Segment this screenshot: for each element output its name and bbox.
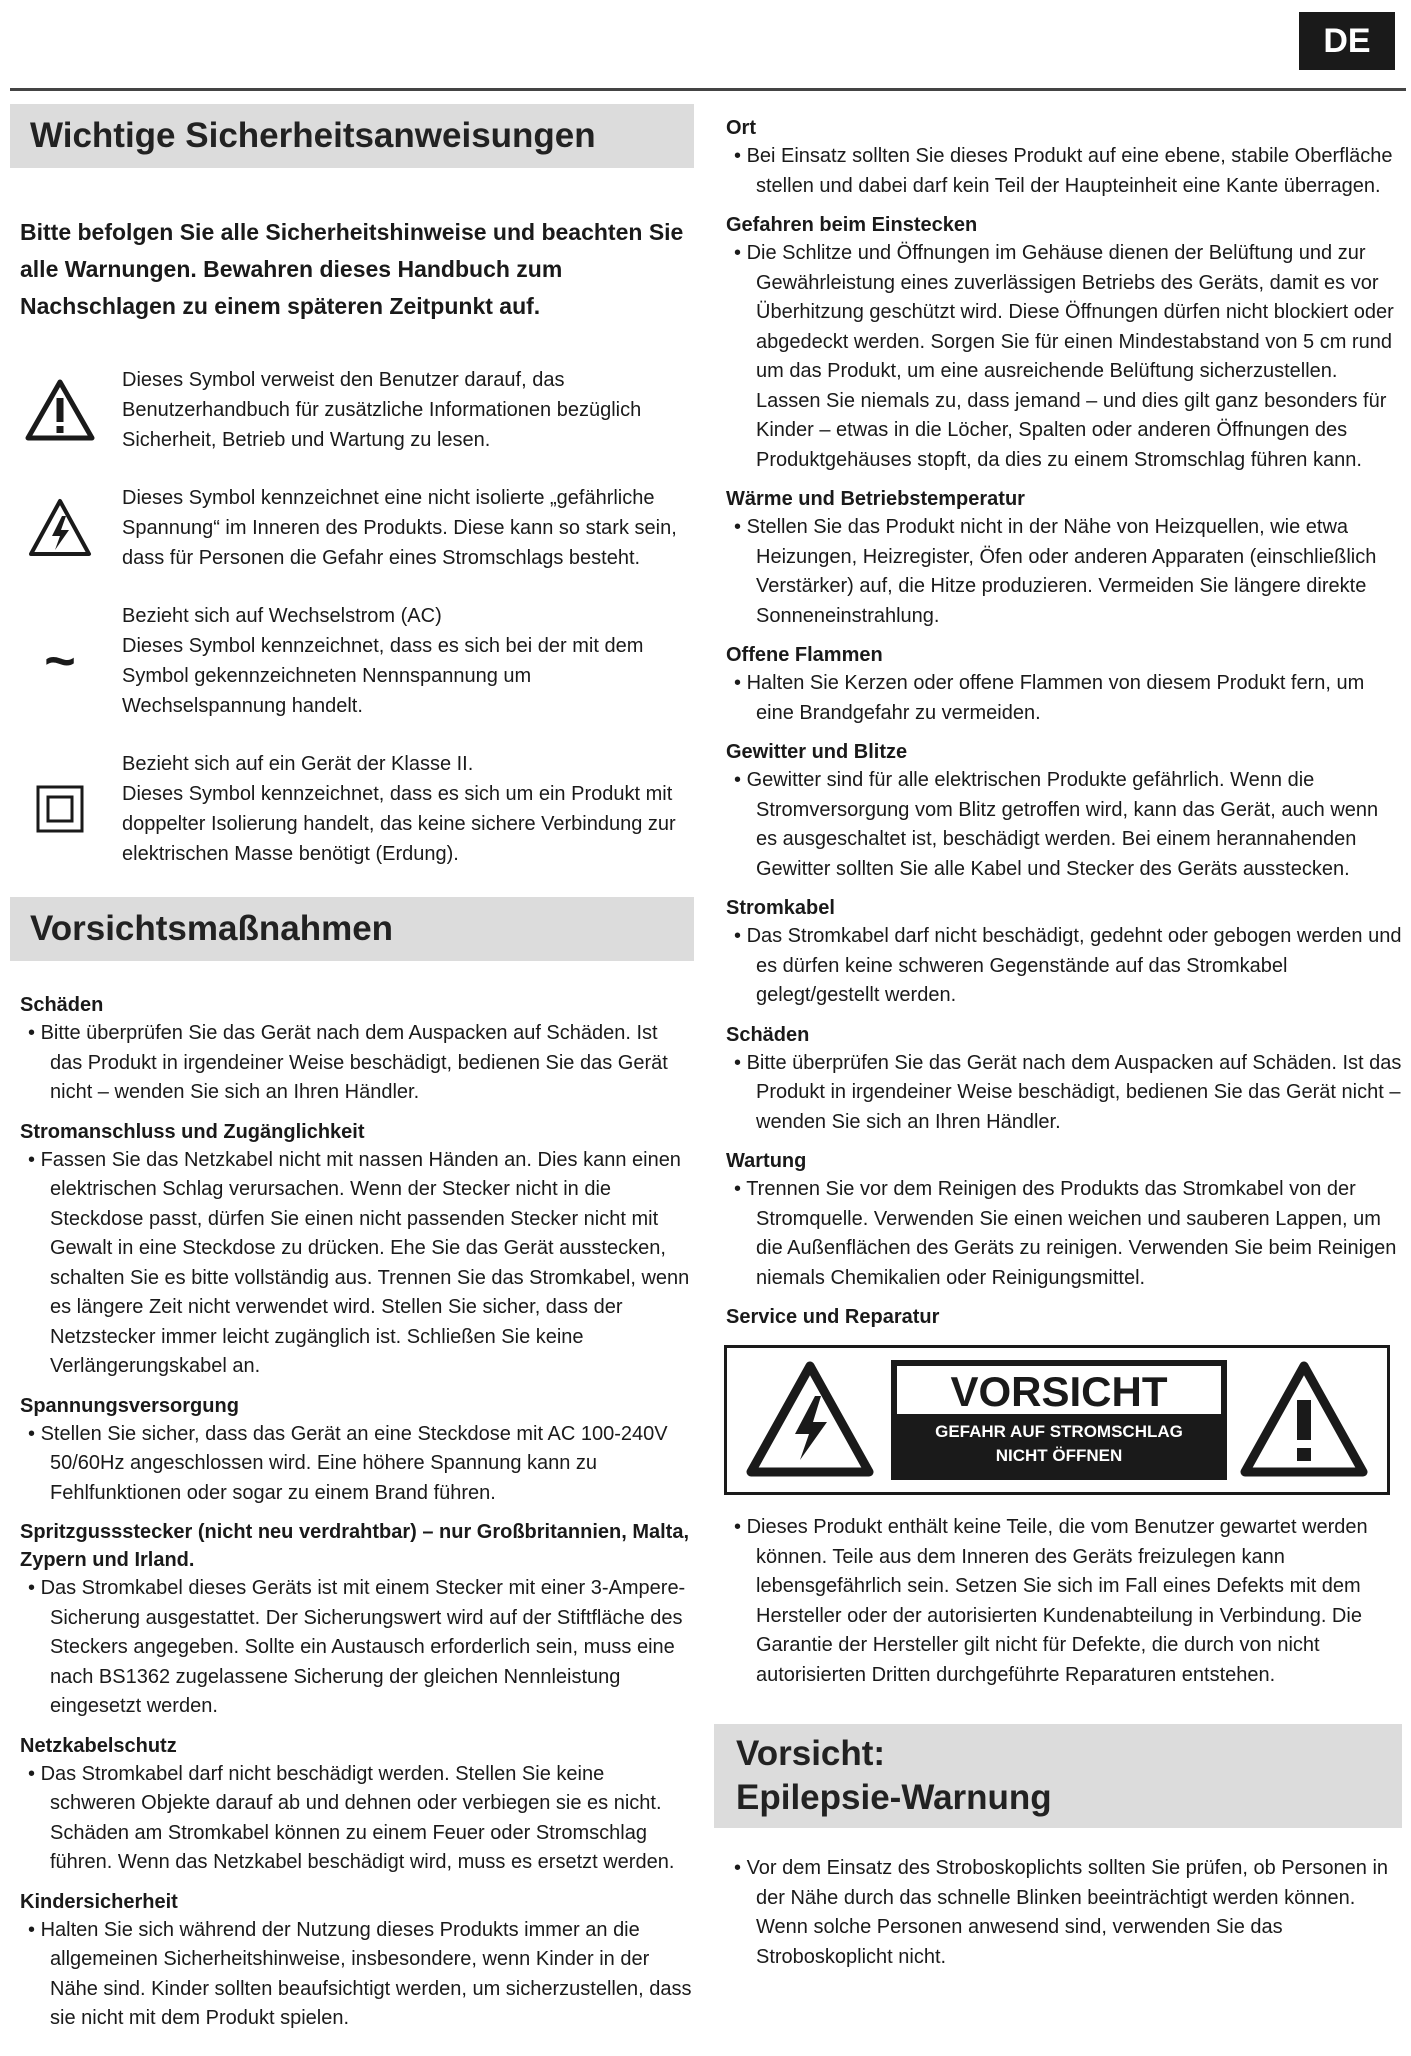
subsection-title: Gewitter und Blitze [726, 741, 908, 763]
subsection-title: Gefahren beim Einstecken [726, 214, 978, 236]
subsection-title: Wärme und Betriebstemperatur [726, 488, 1025, 510]
symbol-detail: Dieses Symbol kennzeichnet, dass es sich um ein Produkt mit doppelter Isolierung handelt, das keine sichere Verbindung zur elektrischen Masse benötigt (Erdung). [122, 783, 676, 865]
bullet-item: • Stellen Sie das Produkt nicht in der Nähe von Heizquellen, wie etwa Heizungen, Heizregister, Öfen oder anderen Apparaten (einschließlich Verstärker) auf, die Hitze produzieren. Vermeiden Sie längere direkte Sonneneinstrahlung. [714, 513, 1402, 631]
alternating-current-icon [10, 601, 110, 721]
symbol-row [10, 483, 694, 573]
bullet-item: • Trennen Sie vor dem Reinigen des Produkts das Stromkabel von der Stromquelle. Verwenden Sie einen weichen und sauberen Lappen, um die Außenflächen des Geräts zu reinigen. Verwenden Sie beim Reinigen niemals Chemikalien oder Reinigungsmittel. [714, 1175, 1402, 1293]
bullet-item: • Vor dem Einsatz des Stroboskoplichts sollten Sie prüfen, ob Personen in der Nähe durch das schnelle Blinken beeinträchtigt werden können. Wenn solche Personen anwesend sind, verwenden Sie das Stroboskoplicht nicht. [714, 1854, 1402, 1972]
bullet-item: • Das Stromkabel darf nicht beschädigt, gedehnt oder gebogen werden und es dürfen keine schweren Gegenstände auf das Stromkabel gelegt/gestellt werden. [714, 922, 1402, 1011]
bullet-item: • Fassen Sie das Netzkabel nicht mit nassen Händen an. Dies kann einen elektrischen Schlag verursachen. Wenn der Stecker nicht in die Steckdose passt, dürfen Sie einen nicht passenden Stecker nicht mit Gewalt in eine Steckdose zu drücken. Ehe Sie das Gerät ausstecken, schalten Sie es bitte vollständig aus. Trennen Sie das Stromkabel, wenn es längere Zeit nicht verwendet wird. Stellen Sie sicher, dass der Netzstecker immer leicht zugänglich ist. Schließen Sie keine Verlängerungskabel an. [10, 1146, 694, 1382]
epilepsy-title-line2: Epilepsie-Warnung [736, 1778, 1052, 1817]
warning-exclamation-icon [1239, 1360, 1369, 1480]
subsection-title: Offene Flammen [726, 644, 883, 666]
bullet-item: • Bitte überprüfen Sie das Gerät nach dem Auspacken auf Schäden. Ist das Produkt in irgendeiner Weise beschädigt, bedienen Sie das Gerät nicht – wenden Sie sich an Ihren Händler. [10, 1019, 694, 1108]
section-title-epilepsy [714, 1724, 1402, 1828]
top-divider [10, 88, 1406, 91]
precautions-list [10, 991, 694, 2034]
bullet-item: • Das Stromkabel dieses Geräts ist mit einem Stecker mit einer 3-Ampere-Sicherung ausgestattet. Der Sicherungswert wird auf der Stiftfläche des Steckers angegeben. Sollte ein Austausch erforderlich sein, muss eine nach BS1362 zugelassene Sicherung der gleichen Nennleistung eingesetzt werden. [10, 1574, 694, 1722]
subsection-title: Spritzgussstecker (nicht neu verdrahtbar) – nur Großbritannien, Malta, Zypern und Irland. [20, 1521, 690, 1571]
symbol-description: Dieses Symbol kennzeichnet eine nicht isolierte „gefährliche Spannung“ im Inneren des Produkts. Diese kann so stark sein, dass für Personen die Gefahr eines Stromschlags besteht. [122, 487, 677, 569]
subsection-title: Ort [726, 117, 756, 139]
subsection-title: Schäden [20, 994, 104, 1016]
symbol-detail: Dieses Symbol kennzeichnet, dass es sich bei der mit dem Symbol gekennzeichneten Nennspannung um Wechselspannung handelt. [122, 635, 644, 717]
subsection-title: Stromkabel [726, 897, 835, 919]
intro-text: Bitte befolgen Sie alle Sicherheitshinweise und beachten Sie alle Warnungen. Bewahren dieses Handbuch zum Nachschlagen zu einem späteren Zeitpunkt auf. [20, 219, 684, 319]
section-title-precautions: Vorsichtsmaßnahmen [10, 897, 694, 961]
caution-panel [891, 1360, 1227, 1480]
language-badge: DE [1299, 12, 1395, 70]
symbol-caption: Bezieht sich auf Wechselstrom (AC) [122, 605, 442, 627]
high-voltage-icon [745, 1360, 875, 1480]
symbol-description: Dieses Symbol verweist den Benutzer darauf, das Benutzerhandbuch für zusätzliche Informationen bezüglich Sicherheit, Betrieb und Wartung zu lesen. [122, 369, 642, 451]
symbol-description [110, 749, 694, 869]
symbol-list [10, 365, 694, 869]
bullet-item: • Stellen Sie sicher, dass das Gerät an eine Steckdose mit AC 100-240V 50/60Hz angeschlossen wird. Eine höhere Spannung kann zu Fehlfunktionen oder sogar zu einem Brand führen. [10, 1420, 694, 1509]
bullet-item: • Halten Sie sich während der Nutzung dieses Produkts immer an die allgemeinen Sicherheitshinweise, insbesondere, wenn Kinder in der Nähe sind. Kinder sollten beaufsichtigt werden, um sicherzustellen, dass sie nicht mit dem Produkt spielen. [10, 1916, 694, 2034]
section-title-safety: Wichtige Sicherheitsanweisungen [10, 104, 694, 168]
bullet-item: • Das Stromkabel darf nicht beschädigt werden. Stellen Sie keine schweren Objekte darauf ab und dehnen oder verbiegen sie es nicht. Schäden am Stromkabel können zu einem Feuer oder Stromschlag führen. Wenn das Netzkabel beschädigt wird, muss es ersetzt werden. [10, 1760, 694, 1878]
ac-glyph: ~ [44, 631, 76, 691]
bullet-item: • Gewitter sind für alle elektrischen Produkte gefährlich. Wenn die Stromversorgung vom Blitz getroffen wird, kann das Gerät, auch wenn es ausgeschaltet ist, beschädigt werden. Bei einem herannahenden Gewitter sollten Sie alle Kabel und Stecker des Geräts ausstecken. [714, 766, 1402, 884]
high-voltage-icon [10, 483, 110, 573]
right-column [714, 114, 1402, 1972]
symbol-row [10, 601, 694, 721]
symbol-row [10, 749, 694, 869]
subsection-title: Kindersicherheit [20, 1890, 178, 1913]
caution-line-2: NICHT ÖFFNEN [995, 1446, 1123, 1465]
bullet-item: • Bitte überprüfen Sie das Gerät nach dem Auspacken auf Schäden. Ist das Produkt in irgendeiner Weise beschädigt, bedienen Sie das Gerät nicht – wenden Sie sich an Ihren Händler. [714, 1049, 1402, 1138]
subsection-title: Wartung [726, 1150, 807, 1172]
caution-line-1: GEFAHR AUF STROMSCHLAG [935, 1422, 1183, 1441]
bullet-item: • Die Schlitze und Öffnungen im Gehäuse dienen der Belüftung und zur Gewährleistung eines zuverlässigen Betriebs des Geräts, damit es vor Überhitzung geschützt wird. Diese Öffnungen dürfen nicht blockiert oder abgedeckt werden. Sorgen Sie für einen Mindestabstand von 5 cm rund um das Produkt, um eine ausreichende Belüftung sicherzustellen. Lassen Sie niemals zu, dass jemand – und dies gilt ganz besonders für Kinder – etwas in die Löcher, Spalten oder anderen Öffnungen des Produktgehäuses stopft, da dies zu einem Stromschlag führen kann. [714, 239, 1402, 475]
bullet-item: • Bei Einsatz sollten Sie dieses Produkt auf eine ebene, stabile Oberfläche stellen und dabei darf kein Teil der Haupteinheit eine Kante überragen. [714, 142, 1402, 201]
bullet-item: • Halten Sie Kerzen oder offene Flammen von diesem Produkt fern, um eine Brandgefahr zu vermeiden. [714, 669, 1402, 728]
bullet-item: • Dieses Produkt enthält keine Teile, die vom Benutzer gewartet werden können. Teile aus dem Inneren des Geräts freizulegen kann lebensgefährlich sein. Setzen Sie sich im Fall eines Defekts mit dem Hersteller oder der autorisierten Kundenabteilung in Verbindung. Die Garantie der Hersteller gilt nicht für Defekte, die durch von nicht autorisierten Dritten durchgeführte Reparaturen entstehen. [714, 1513, 1402, 1690]
warning-exclamation-icon [10, 365, 110, 455]
caution-word: VORSICHT [897, 1366, 1221, 1414]
caution-label [724, 1345, 1390, 1495]
left-column [10, 104, 694, 2034]
symbol-caption: Bezieht sich auf ein Gerät der Klasse II. [122, 753, 474, 775]
subsection-title: Schäden [726, 1023, 810, 1046]
subsection-title: Netzkabelschutz [20, 1734, 177, 1757]
subsection-title: Service und Reparatur [726, 1306, 940, 1328]
subsection-title: Stromanschluss und Zugänglichkeit [20, 1120, 365, 1143]
symbol-row [10, 365, 694, 455]
class-ii-icon [10, 749, 110, 869]
subsection-title: Spannungsversorgung [20, 1394, 239, 1417]
symbol-description [110, 601, 694, 721]
epilepsy-title-line1: Vorsicht: [736, 1734, 886, 1773]
